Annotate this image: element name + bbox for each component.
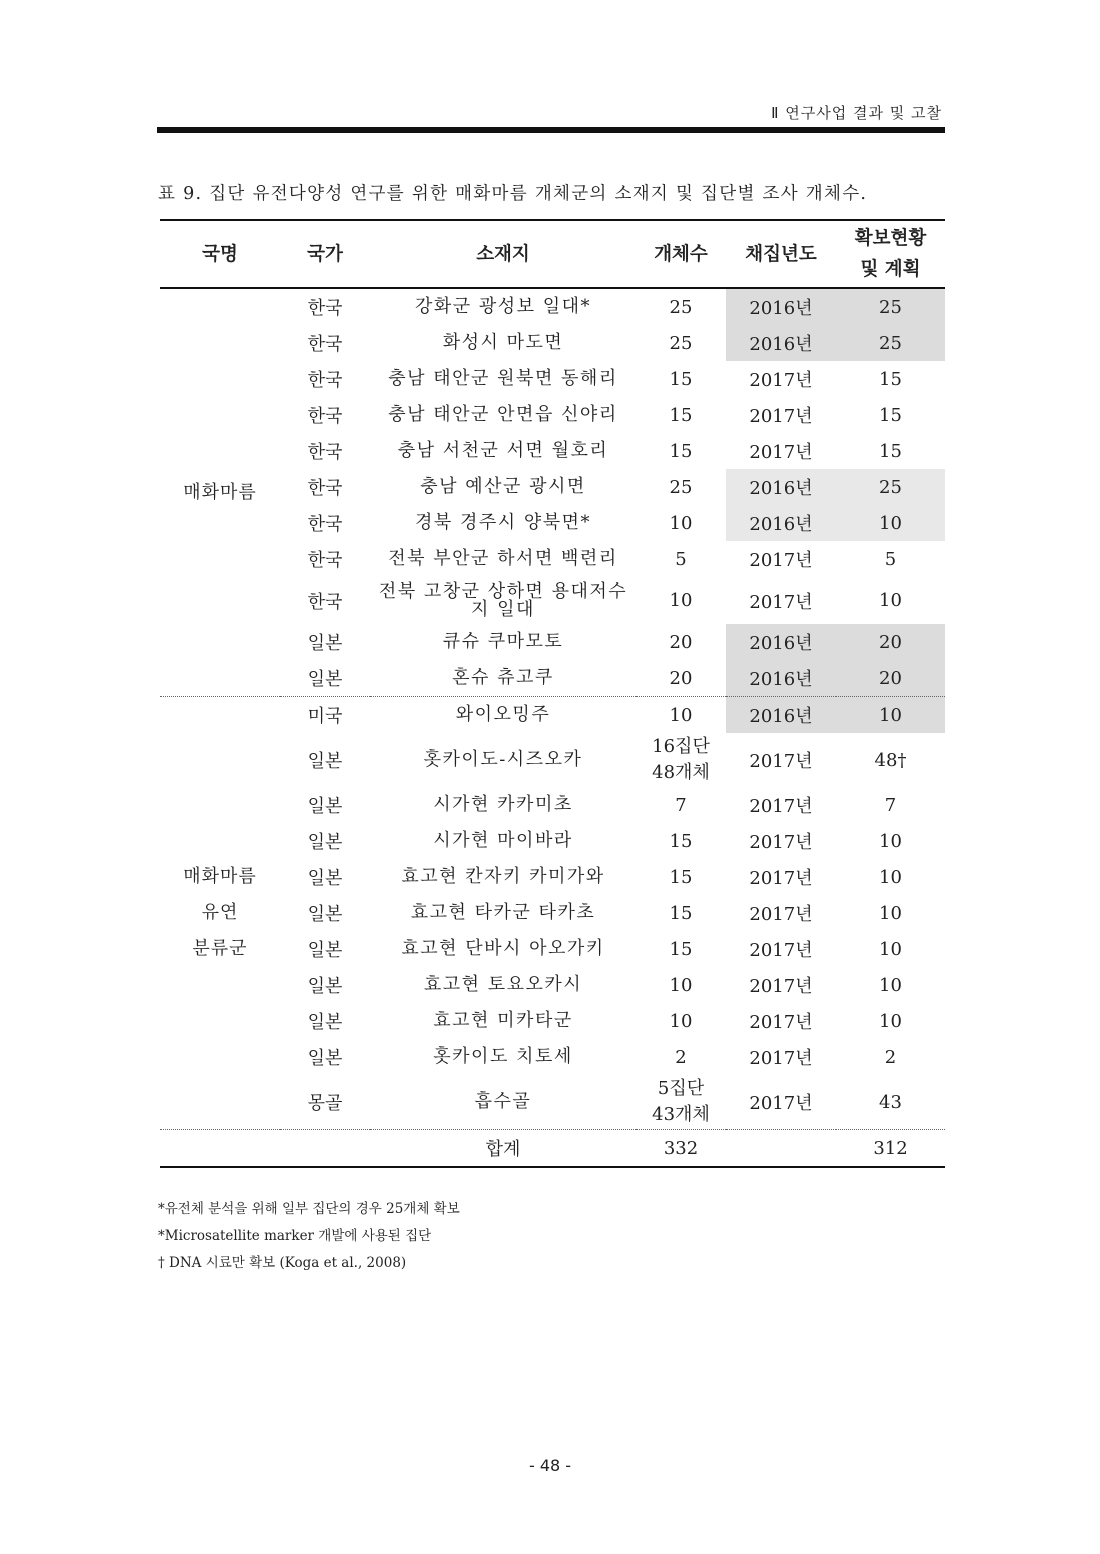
cell-country: 일본 bbox=[307, 940, 343, 961]
cell-year: 2016년 bbox=[726, 288, 836, 325]
cell-location: 효고현 토요오카시 bbox=[423, 974, 583, 995]
total-label: 합계 bbox=[370, 1130, 636, 1168]
cell-location: 와이오밍주 bbox=[370, 697, 636, 734]
cell-location: 충남 태안군 안면읍 신야리 bbox=[388, 404, 618, 425]
table-caption: 표 9. 집단 유전다양성 연구를 위한 매화마름 개체군의 소재지 및 집단별 조사 개체수. bbox=[158, 184, 868, 204]
cell-secured: 43 bbox=[879, 1091, 902, 1113]
cell-secured: 25 bbox=[836, 469, 945, 505]
cell-year: 2017년 bbox=[749, 442, 813, 463]
cell-country: 한국 bbox=[307, 550, 343, 571]
cell-count: 15 bbox=[669, 902, 693, 924]
cell-count: 5 bbox=[675, 548, 687, 570]
cell-year: 2017년 bbox=[749, 940, 813, 961]
cell-secured: 25 bbox=[836, 288, 945, 325]
cell-count: 25 bbox=[669, 332, 693, 354]
cell-country: 일본 bbox=[307, 633, 343, 654]
cell-year: 2016년 bbox=[726, 697, 836, 734]
cell-location: 홋카이도 치토세 bbox=[433, 1046, 573, 1067]
cell-secured: 10 bbox=[879, 1010, 902, 1032]
cell-location: 화성시 마도면 bbox=[442, 332, 564, 353]
cell-country: 일본 bbox=[307, 751, 343, 772]
cell-year: 2016년 bbox=[726, 325, 836, 361]
cell-location: 효고현 단바시 아오가키 bbox=[401, 938, 605, 959]
cell-year: 2017년 bbox=[749, 751, 813, 772]
cell-count: 10 bbox=[636, 697, 726, 734]
cell-country: 한국 bbox=[307, 591, 343, 613]
cell-count: 10 bbox=[669, 590, 693, 611]
total-count: 332 bbox=[636, 1130, 726, 1168]
cell-secured: 10 bbox=[879, 902, 902, 924]
page-number: - 48 - bbox=[528, 1456, 572, 1475]
cell-year: 2016년 bbox=[726, 505, 836, 541]
cell-count: 10 bbox=[669, 974, 693, 996]
cell-year: 2017년 bbox=[749, 904, 813, 925]
cell-count: 15 bbox=[669, 368, 693, 390]
cell-country: 한국 bbox=[307, 442, 343, 463]
cell-secured: 10 bbox=[836, 697, 945, 734]
cell-country: 일본 bbox=[307, 796, 343, 817]
population-table bbox=[160, 219, 945, 1168]
cell-count: 5집단 43개체 bbox=[652, 1078, 710, 1125]
cell-location: 강화군 광성보 일대* bbox=[414, 296, 592, 317]
cell-location: 시가현 카카미초 bbox=[433, 794, 573, 815]
cell-count: 25 bbox=[669, 476, 693, 498]
cell-location: 경북 경주시 양북면* bbox=[414, 512, 592, 533]
cell-year: 2017년 bbox=[749, 1093, 813, 1114]
cell-count: 15 bbox=[669, 830, 693, 852]
cell-year: 2017년 bbox=[749, 1012, 813, 1033]
cell-secured: 10 bbox=[879, 938, 902, 960]
cell-country: 한국 bbox=[307, 406, 343, 427]
cell-location: 전북 부안군 하서면 백련리 bbox=[388, 548, 618, 569]
footnote: *유전체 분석을 위해 일부 집단의 경우 25개체 확보 bbox=[158, 1201, 460, 1217]
cell-location: 흡수골 bbox=[474, 1091, 532, 1112]
cell-count: 10 bbox=[669, 1010, 693, 1032]
cell-count: 15 bbox=[669, 440, 693, 462]
cell-year: 2017년 bbox=[749, 591, 813, 613]
cell-country: 일본 bbox=[307, 832, 343, 853]
cell-count: 15 bbox=[669, 404, 693, 426]
cell-location: 효고현 타카군 타카초 bbox=[410, 902, 596, 923]
cell-count: 10 bbox=[669, 512, 693, 534]
cell-secured: 10 bbox=[879, 590, 902, 611]
cell-count: 16집단 48개체 bbox=[652, 736, 710, 783]
cell-location: 큐슈 쿠마모토 bbox=[442, 631, 564, 652]
cell-secured: 7 bbox=[884, 794, 897, 816]
cell-year: 2017년 bbox=[749, 796, 813, 817]
cell-secured: 10 bbox=[836, 505, 945, 541]
cell-secured: 10 bbox=[879, 866, 902, 888]
cell-location: 충남 태안군 원북면 동해리 bbox=[388, 368, 618, 389]
cell-count: 20 bbox=[669, 667, 693, 689]
running-head: Ⅱ 연구사업 결과 및 고찰 bbox=[771, 104, 942, 122]
header-year: 채집년도 bbox=[745, 243, 817, 265]
cell-count: 20 bbox=[669, 631, 693, 653]
footnote: † DNA 시료만 확보 (Koga et al., 2008) bbox=[158, 1255, 407, 1271]
cell-secured: 20 bbox=[836, 624, 945, 660]
cell-secured: 10 bbox=[879, 830, 902, 852]
table-row bbox=[160, 288, 945, 325]
cell-location: 시가현 마이바라 bbox=[433, 830, 573, 851]
cell-location: 충남 서천군 서면 월호리 bbox=[397, 440, 609, 461]
cell-secured: 10 bbox=[879, 974, 902, 996]
cell-year: 2016년 bbox=[726, 469, 836, 505]
cell-secured: 25 bbox=[836, 325, 945, 361]
cell-count: 7 bbox=[675, 794, 687, 816]
cell-year: 2017년 bbox=[749, 868, 813, 889]
cell-location: 충남 예산군 광시면 bbox=[420, 476, 586, 497]
cell-secured: 2 bbox=[884, 1046, 897, 1068]
cell-location: 효고현 칸자키 카미가와 bbox=[401, 866, 605, 887]
cell-country: 일본 bbox=[307, 669, 343, 690]
cell-secured: 15 bbox=[879, 368, 902, 390]
header-species: 국명 bbox=[202, 243, 238, 265]
cell-country: 일본 bbox=[307, 868, 343, 889]
cell-year: 2017년 bbox=[749, 1048, 813, 1069]
table-row bbox=[160, 697, 945, 734]
cell-country: 일본 bbox=[307, 976, 343, 997]
cell-secured: 48† bbox=[874, 749, 907, 771]
cell-secured: 15 bbox=[879, 440, 902, 462]
footnote: *Microsatellite marker 개발에 사용된 집단 bbox=[158, 1228, 432, 1244]
header-secured: 확보현황 및 계획 bbox=[854, 228, 927, 280]
cell-location: 효고현 미카타군 bbox=[433, 1010, 573, 1031]
cell-year: 2016년 bbox=[726, 624, 836, 660]
cell-count: 15 bbox=[669, 866, 693, 888]
cell-country: 한국 bbox=[307, 370, 343, 391]
cell-secured: 5 bbox=[884, 548, 897, 570]
cell-country: 몽골 bbox=[307, 1093, 343, 1114]
header-location: 소재지 bbox=[476, 243, 530, 265]
cell-country: 한국 bbox=[307, 514, 343, 535]
cell-secured: 20 bbox=[836, 660, 945, 697]
table-notes bbox=[158, 1196, 460, 1277]
cell-year: 2017년 bbox=[749, 832, 813, 853]
cell-country: 일본 bbox=[307, 904, 343, 925]
cell-country: 한국 bbox=[307, 298, 343, 319]
cell-location: 홋카이도-시즈오카 bbox=[423, 749, 583, 770]
cell-country: 한국 bbox=[307, 334, 343, 355]
cell-year: 2016년 bbox=[726, 660, 836, 697]
cell-year: 2017년 bbox=[749, 370, 813, 391]
cell-location: 전북 고창군 상하면 용대저수지 일대 bbox=[378, 580, 628, 620]
header-count: 개체수 bbox=[654, 243, 708, 265]
cell-count: 15 bbox=[669, 938, 693, 960]
cell-location: 혼슈 츄고쿠 bbox=[452, 667, 554, 688]
cell-count: 25 bbox=[669, 296, 693, 318]
cell-year: 2017년 bbox=[749, 976, 813, 997]
cell-country: 미국 bbox=[280, 697, 370, 734]
header-country: 국가 bbox=[307, 243, 343, 265]
cell-country: 한국 bbox=[307, 478, 343, 499]
group-label-maehwamareum: 매화마름 bbox=[183, 481, 257, 503]
cell-year: 2017년 bbox=[749, 550, 813, 571]
cell-country: 일본 bbox=[307, 1012, 343, 1033]
cell-secured: 15 bbox=[879, 404, 902, 426]
table-header-row bbox=[160, 220, 945, 288]
total-secured: 312 bbox=[836, 1130, 945, 1168]
header-rule bbox=[157, 127, 945, 133]
cell-country: 일본 bbox=[307, 1048, 343, 1069]
cell-year: 2017년 bbox=[749, 406, 813, 427]
group-label-related-taxa: 매화마름 유연 분류군 bbox=[160, 697, 280, 1130]
cell-count: 2 bbox=[675, 1046, 687, 1068]
total-row bbox=[160, 1130, 945, 1168]
